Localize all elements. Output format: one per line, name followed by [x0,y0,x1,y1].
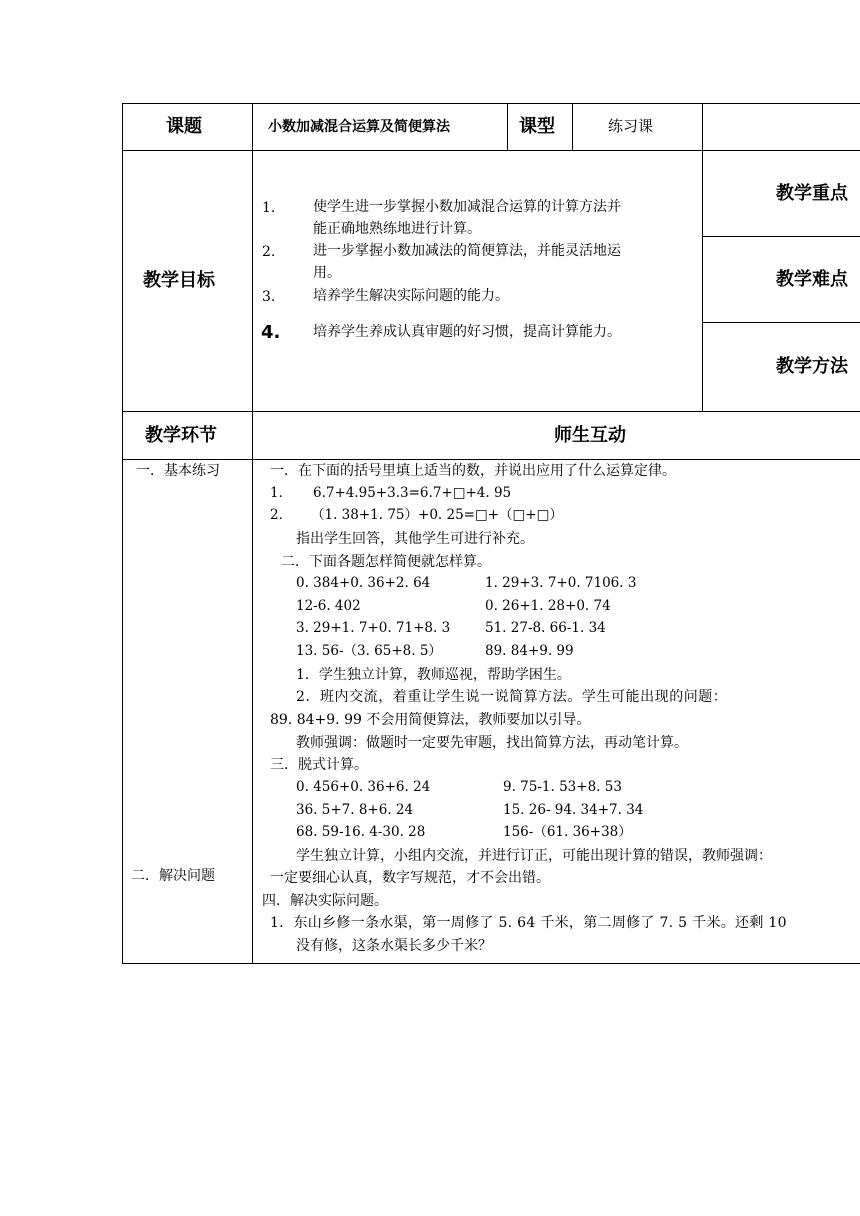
part1-note: 指出学生回答，其他学生可进行补充。 [296,531,534,547]
part2-row1-left: 0. 384+0. 36+2. 64 [296,575,431,591]
goal-side-line-1 [702,236,860,237]
part2-row2-left: 12-6. 402 [296,598,361,614]
part2-row3-right: 51. 27-8. 66-1. 34 [485,620,606,636]
part1-q2: （1. 38+1. 75）+0. 25=□+（□+□） [311,507,563,523]
type-label: 课型 [519,116,555,137]
table-col-line-1 [252,103,253,964]
table-row-line-2 [122,411,860,412]
stage-column-header: 教学环节 [145,425,217,446]
topic-label: 课题 [166,116,202,137]
table-col-line-3 [572,103,573,151]
part2-step2-cont: 89. 84+9. 99 不会用简便算法，教师要加以引导。 [270,712,591,728]
goal-3-text: 培养学生解决实际问题的能力。 [313,288,509,304]
goals-label: 教学目标 [143,270,215,291]
goal-4-number: 4. [261,322,281,343]
part3-row1-left: 0. 456+0. 36+6. 24 [296,779,431,795]
goal-1-number: 1. [262,200,276,216]
table-col-line-2 [507,103,508,151]
methods-label: 教学方法 [776,356,848,377]
table-border-bottom [122,963,860,964]
part3-note-cont: 一定要细心认真，数字写规范，才不会出错。 [270,870,550,886]
part3-row3-left: 68. 59-16. 4-30. 28 [296,824,426,840]
interaction-column-header: 师生互动 [554,425,626,446]
goal-2-text-cont: 用。 [313,265,341,281]
goal-1-text: 使学生进一步掌握小数加减混合运算的计算方法并 [313,199,621,215]
part3-row2-left: 36. 5+7. 8+6. 24 [296,802,414,818]
part3-row1-right: 9. 75-1. 53+8. 53 [503,779,622,795]
part2-row4-right: 89. 84+9. 99 [485,643,574,659]
table-row-line-3 [122,459,860,460]
part1-title: 一．在下面的括号里填上适当的数，并说出应用了什么运算定律。 [270,463,676,479]
part3-title: 三．脱式计算。 [270,757,368,773]
part1-q1-number: 1． [270,485,293,501]
part2-step1: 1．学生独立计算，教师巡视，帮助学困生。 [296,667,571,683]
topic-value: 小数加减混合运算及简便算法 [268,119,450,135]
part3-note: 学生独立计算，小组内交流，并进行订正，可能出现计算的错误，教师强调： [296,848,772,864]
key-points-label: 教学重点 [776,183,848,204]
table-border-top [122,103,860,104]
stage-basic-practice: 一．基本练习 [136,463,220,479]
part1-q2-number: 2． [270,507,293,523]
part2-row4-left: 13. 56-（3. 65+8. 5） [296,643,442,659]
part2-emphasis: 教师强调：做题时一定要先审题，找出简算方法，再动笔计算。 [296,735,688,751]
part3-row3-right: 156-（61. 36+38） [503,824,632,840]
part4-q1: 1．东山乡修一条水渠，第一周修了 5. 64 千米，第二周修了 7. 5 千米。还剩 10 [270,915,787,931]
part3-row2-right: 15. 26- 94. 34+7. 34 [503,802,644,818]
type-value: 练习课 [608,117,654,135]
part1-q1: 6.7+4.95+3.3=6.7+□+4. 95 [313,485,512,501]
part2-step2: 2．班内交流，着重让学生说一说简算方法。学生可能出现的问题： [296,689,728,705]
goal-2-text: 进一步掌握小数加减法的简便算法，并能灵活地运 [313,243,621,259]
part2-title: 二．下面各题怎样简便就怎样算。 [281,554,491,570]
table-row-line-1 [122,150,860,151]
part2-row2-right: 0. 26+1. 28+0. 74 [485,598,611,614]
part2-row3-left: 3. 29+1. 7+0. 71+8. 3 [296,620,451,636]
goal-1-text-cont: 能正确地熟练地进行计算。 [313,221,481,237]
goal-2-number: 2. [262,244,276,260]
part4-q1-cont: 没有修，这条水渠长多少千米？ [296,938,492,954]
table-border-left [122,103,123,964]
part4-title: 四．解决实际问题。 [262,893,388,909]
goal-side-line-2 [702,322,860,323]
goal-4-text: 培养学生养成认真审题的好习惯，提高计算能力。 [313,324,621,340]
goal-3-number: 3. [262,289,276,305]
difficulties-label: 教学难点 [776,269,848,290]
stage-problem-solving: 二．解决问题 [131,868,215,884]
part2-row1-right: 1. 29+3. 7+0. 7106. 3 [485,575,637,591]
table-col-line-4 [702,103,703,412]
